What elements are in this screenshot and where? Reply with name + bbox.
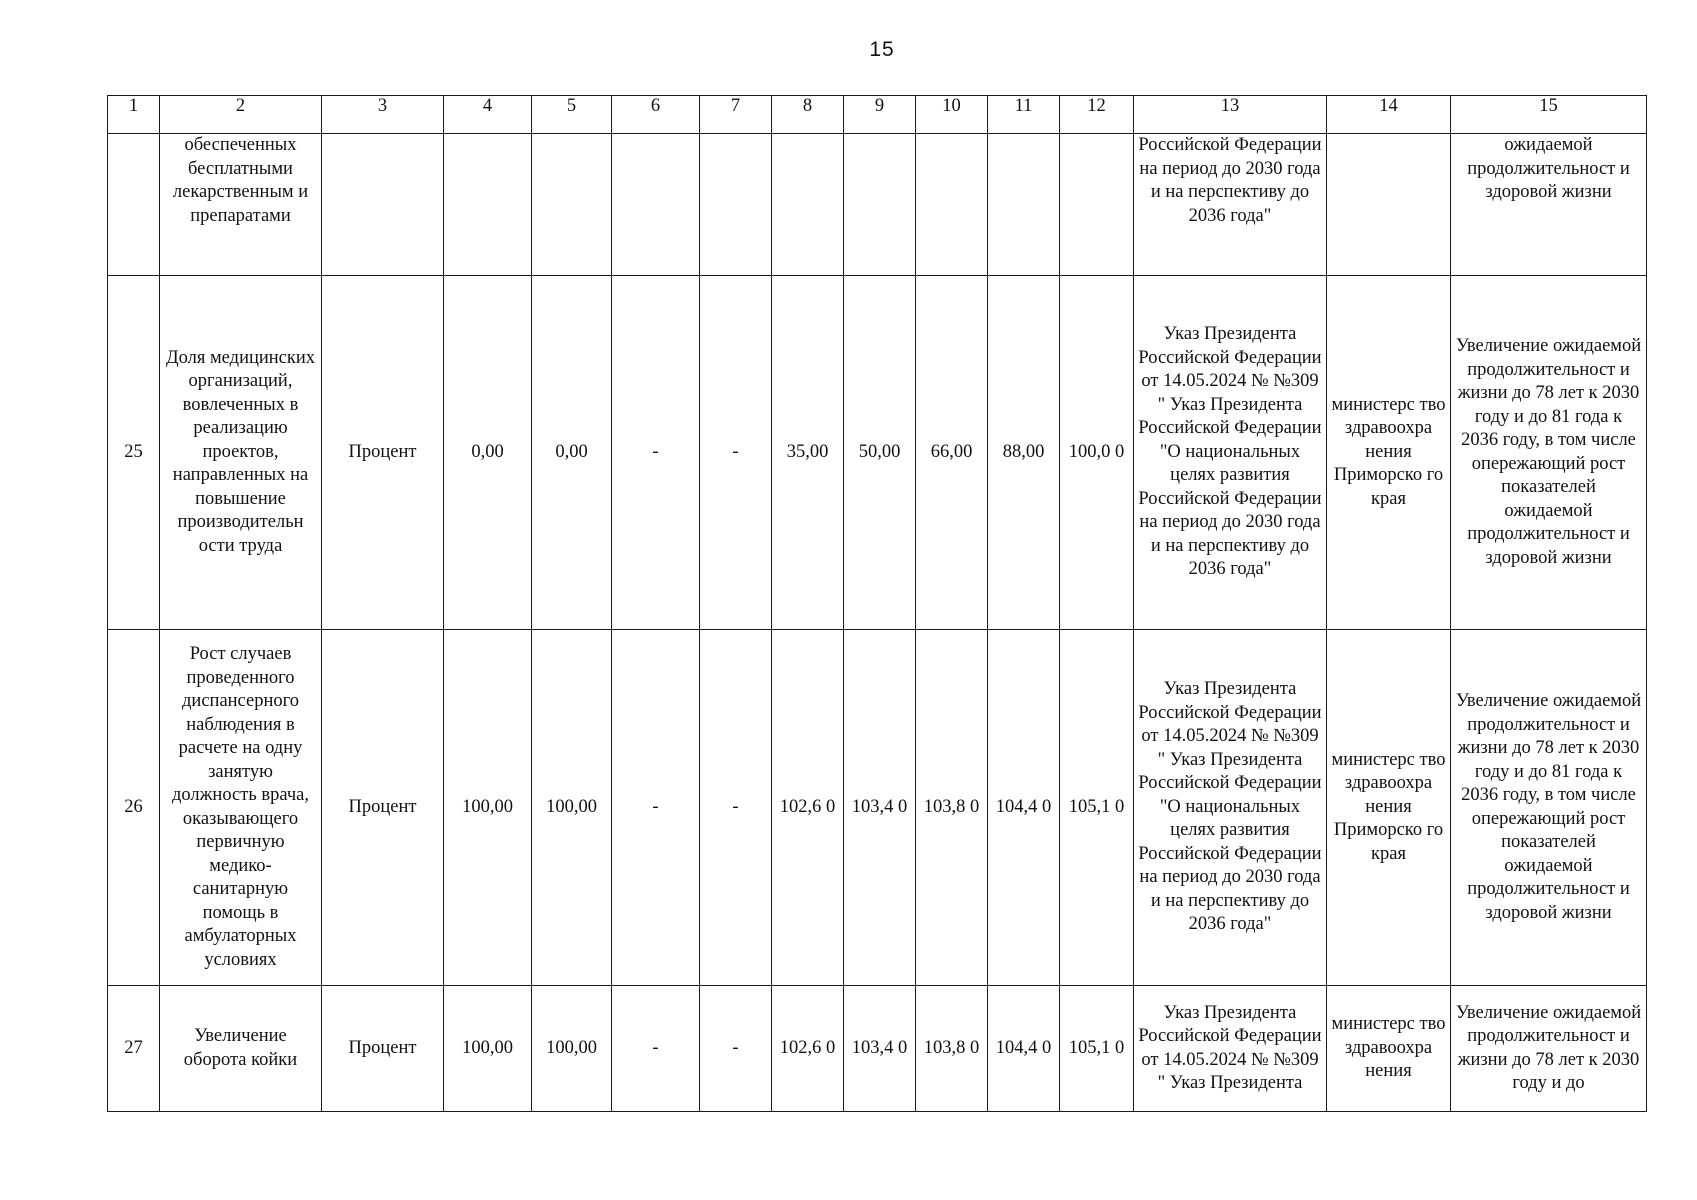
unit-cell: Процент bbox=[322, 630, 444, 986]
column-header: 15 bbox=[1451, 96, 1647, 134]
value-cell: 104,4 0 bbox=[988, 986, 1060, 1112]
goal-cell: ожидаемой продолжительност и здоровой жизни bbox=[1451, 134, 1647, 276]
value-cell bbox=[772, 134, 844, 276]
basis-cell: Указ Президента Российской Федерации от 14.05.2024 № №309 " Указ Президента Российской Федерации "О национальных целях развития Российской Федерации на период до 2030 года и на перспективу до 2036 года" bbox=[1134, 276, 1327, 630]
value-cell: 103,8 0 bbox=[916, 986, 988, 1112]
column-header: 3 bbox=[322, 96, 444, 134]
value-cell: 35,00 bbox=[772, 276, 844, 630]
column-header: 14 bbox=[1327, 96, 1451, 134]
value-cell: 105,1 0 bbox=[1060, 986, 1134, 1112]
table-row bbox=[108, 134, 1647, 276]
value-cell: - bbox=[700, 276, 772, 630]
unit-cell bbox=[322, 134, 444, 276]
value-cell bbox=[444, 134, 532, 276]
value-cell: 104,4 0 bbox=[988, 630, 1060, 986]
value-cell: 100,00 bbox=[444, 630, 532, 986]
value-cell bbox=[916, 134, 988, 276]
value-cell bbox=[844, 134, 916, 276]
column-header: 4 bbox=[444, 96, 532, 134]
value-cell: 103,4 0 bbox=[844, 986, 916, 1112]
value-cell: 103,4 0 bbox=[844, 630, 916, 986]
column-header: 9 bbox=[844, 96, 916, 134]
basis-cell: Указ Президента Российской Федерации от 14.05.2024 № №309 " Указ Президента bbox=[1134, 986, 1327, 1112]
basis-cell: Указ Президента Российской Федерации от 14.05.2024 № №309 " Указ Президента Российской Федерации "О национальных целях развития Российской Федерации на период до 2030 года и на перспективу до 2036 года" bbox=[1134, 630, 1327, 986]
value-cell: 100,00 bbox=[444, 986, 532, 1112]
column-header: 7 bbox=[700, 96, 772, 134]
value-cell: 0,00 bbox=[444, 276, 532, 630]
goal-cell: Увеличение ожидаемой продолжительност и жизни до 78 лет к 2030 году и до 81 года к 2036 году, в том числе опережающий рост показателей ожидаемой продолжительност и здоровой жизни bbox=[1451, 630, 1647, 986]
responsible-cell bbox=[1327, 134, 1451, 276]
value-cell bbox=[1060, 134, 1134, 276]
value-cell: 0,00 bbox=[532, 276, 612, 630]
value-cell: 100,00 bbox=[532, 630, 612, 986]
responsible-cell: министерс тво здравоохра нения bbox=[1327, 986, 1451, 1112]
value-cell: 100,0 0 bbox=[1060, 276, 1134, 630]
row-number: 25 bbox=[108, 276, 160, 630]
unit-cell: Процент bbox=[322, 276, 444, 630]
row-number: 26 bbox=[108, 630, 160, 986]
basis-cell: Российской Федерации на период до 2030 года и на перспективу до 2036 года" bbox=[1134, 134, 1327, 276]
value-cell: 103,8 0 bbox=[916, 630, 988, 986]
indicator-name: Увеличение оборота койки bbox=[160, 986, 322, 1112]
row-number bbox=[108, 134, 160, 276]
column-header: 12 bbox=[1060, 96, 1134, 134]
value-cell: 102,6 0 bbox=[772, 630, 844, 986]
column-header: 5 bbox=[532, 96, 612, 134]
value-cell: - bbox=[612, 276, 700, 630]
unit-cell: Процент bbox=[322, 986, 444, 1112]
value-cell: 102,6 0 bbox=[772, 986, 844, 1112]
page-number: 15 bbox=[869, 38, 895, 61]
column-header: 10 bbox=[916, 96, 988, 134]
column-numbers-row bbox=[108, 96, 1647, 134]
value-cell: - bbox=[700, 630, 772, 986]
responsible-cell: министерс тво здравоохра нения Приморско го края bbox=[1327, 276, 1451, 630]
indicators-table bbox=[107, 95, 1647, 1112]
value-cell: 100,00 bbox=[532, 986, 612, 1112]
value-cell bbox=[532, 134, 612, 276]
value-cell: 88,00 bbox=[988, 276, 1060, 630]
responsible-cell: министерс тво здравоохра нения Приморско го края bbox=[1327, 630, 1451, 986]
goal-cell: Увеличение ожидаемой продолжительност и жизни до 78 лет к 2030 году и до 81 года к 2036 году, в том числе опережающий рост показателей ожидаемой продолжительност и здоровой жизни bbox=[1451, 276, 1647, 630]
value-cell bbox=[988, 134, 1060, 276]
value-cell: - bbox=[612, 986, 700, 1112]
table-row bbox=[108, 630, 1647, 986]
value-cell: 105,1 0 bbox=[1060, 630, 1134, 986]
value-cell: 66,00 bbox=[916, 276, 988, 630]
value-cell: - bbox=[612, 630, 700, 986]
value-cell bbox=[612, 134, 700, 276]
value-cell: 50,00 bbox=[844, 276, 916, 630]
value-cell: - bbox=[700, 986, 772, 1112]
column-header: 11 bbox=[988, 96, 1060, 134]
column-header: 6 bbox=[612, 96, 700, 134]
row-number: 27 bbox=[108, 986, 160, 1112]
table-row bbox=[108, 276, 1647, 630]
column-header: 2 bbox=[160, 96, 322, 134]
column-header: 8 bbox=[772, 96, 844, 134]
indicator-name: обеспеченных бесплатными лекарственным и препаратами bbox=[160, 134, 322, 276]
value-cell bbox=[700, 134, 772, 276]
indicator-name: Доля медицинских организаций, вовлеченных в реализацию проектов, направленных на повышение производительн ости труда bbox=[160, 276, 322, 630]
column-header: 13 bbox=[1134, 96, 1327, 134]
indicator-name: Рост случаев проведенного диспансерного наблюдения в расчете на одну занятую должность врача, оказывающего первичную медико-санитарную помощь в амбулаторных условиях bbox=[160, 630, 322, 986]
table-row bbox=[108, 986, 1647, 1112]
column-header: 1 bbox=[108, 96, 160, 134]
goal-cell: Увеличение ожидаемой продолжительност и жизни до 78 лет к 2030 году и до bbox=[1451, 986, 1647, 1112]
